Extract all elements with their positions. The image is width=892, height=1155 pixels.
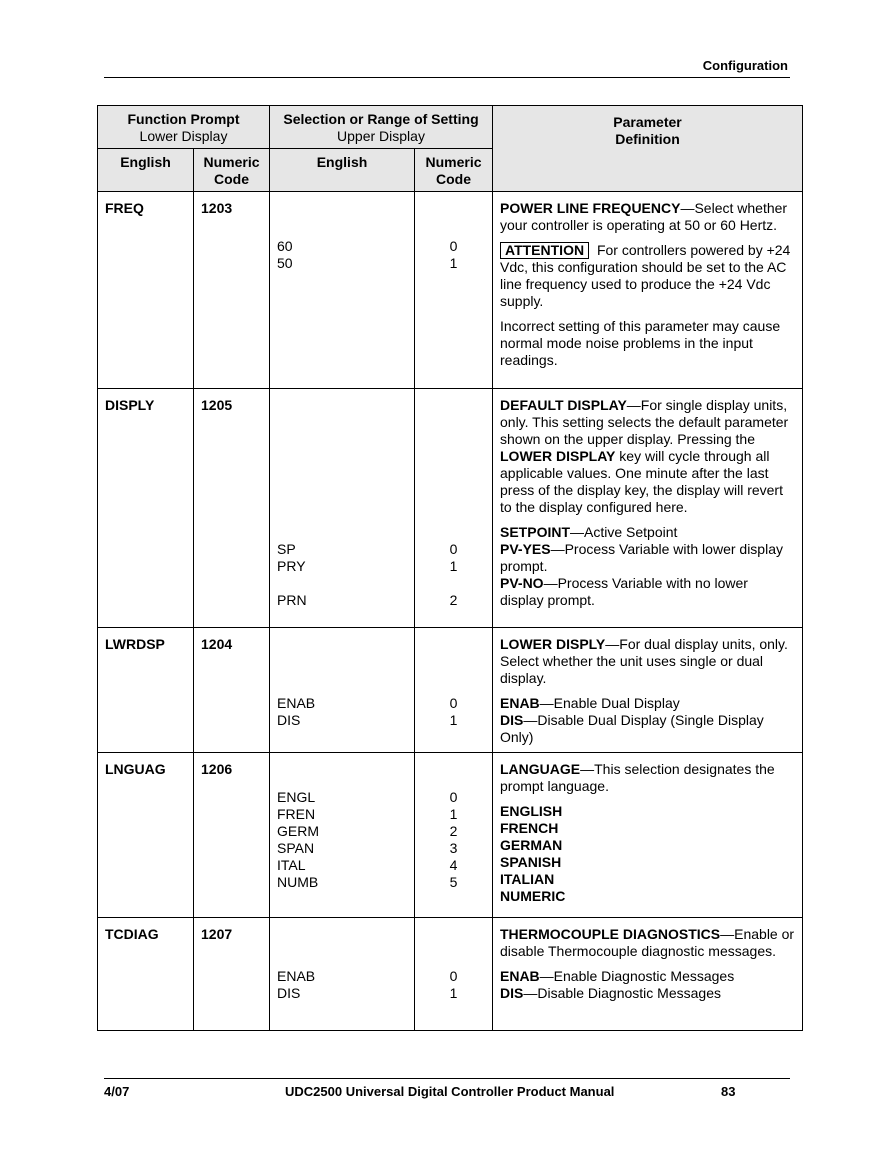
- header-rule: [104, 77, 790, 78]
- english-prompt-header: English: [98, 149, 194, 192]
- english-selection-header: English: [270, 149, 415, 192]
- selection-code: 0 1: [415, 628, 493, 753]
- attention-label: ATTENTION: [500, 242, 589, 259]
- selection-english: ENAB DIS: [270, 918, 415, 1031]
- footer-date: 4/07: [104, 1084, 130, 1099]
- prompt-english: LNGUAG: [98, 753, 194, 918]
- function-prompt-header: Function Prompt Lower Display: [98, 106, 270, 149]
- prompt-code: 1205: [194, 389, 270, 628]
- prompt-code: 1203: [194, 192, 270, 389]
- prompt-english: DISPLY: [98, 389, 194, 628]
- prompt-english: LWRDSP: [98, 628, 194, 753]
- prompt-code: 1204: [194, 628, 270, 753]
- numeric-code-selection-header: Numeric Code: [415, 149, 493, 192]
- footer-title: UDC2500 Universal Digital Controller Product Manual: [285, 1084, 615, 1099]
- selection-english: SP PRY PRN: [270, 389, 415, 628]
- parameter-definition: LOWER DISPLY—For dual display units, only. Select whether the unit uses single or dual display. ENAB—Enable Dual Display DIS—Disable Dual Display (Single Display Only): [493, 628, 803, 753]
- selection-english: 60 50: [270, 192, 415, 389]
- parameter-definition: THERMOCOUPLE DIAGNOSTICS—Enable or disable Thermocouple diagnostic messages. ENAB—Enable Diagnostic Messages DIS—Disable Diagnostic Messages: [493, 918, 803, 1031]
- prompt-code: 1207: [194, 918, 270, 1031]
- page-number: 83: [721, 1084, 736, 1099]
- selection-range-header: Selection or Range of Setting Upper Display: [270, 106, 493, 149]
- table-row: [98, 389, 803, 628]
- selection-code: 0 1 2: [415, 389, 493, 628]
- selection-code: 0 1: [415, 192, 493, 389]
- prompt-english: FREQ: [98, 192, 194, 389]
- prompt-code: 1206: [194, 753, 270, 918]
- parameter-definition: LANGUAGE—This selection designates the prompt language. ENGLISH FRENCH GERMAN SPANISH ITALIAN NUMERIC: [493, 753, 803, 918]
- page-header-title: Configuration: [702, 58, 788, 73]
- parameter-table: [97, 105, 803, 1031]
- selection-english: ENGL FREN GERM SPAN ITAL NUMB: [270, 753, 415, 918]
- numeric-code-prompt-header: Numeric Code: [194, 149, 270, 192]
- table-row: [98, 753, 803, 918]
- selection-english: ENAB DIS: [270, 628, 415, 753]
- table-row: [98, 918, 803, 1031]
- parameter-definition-header: Parameter Definition: [493, 106, 803, 192]
- prompt-english: TCDIAG: [98, 918, 194, 1031]
- selection-code: 0 1: [415, 918, 493, 1031]
- selection-code: 0 1 2 3 4 5: [415, 753, 493, 918]
- footer-rule: [104, 1078, 790, 1079]
- table-row: [98, 192, 803, 389]
- parameter-definition: DEFAULT DISPLAY—For single display units, only. This setting selects the default parameter shown on the upper display. Pressing the LOWER DISPLAY key will cycle through all applicable values. One minute after the last press of the display key, the display will revert to the display configured here. SETPOINT—Active Setpoint PV-YES—Process Variable with lower display prompt. PV-NO—Process Variable with no lower display prompt.: [493, 389, 803, 628]
- table-row: [98, 628, 803, 753]
- parameter-definition: POWER LINE FREQUENCY—Select whether your controller is operating at 50 or 60 Hertz. ATTENTION For controllers powered by +24 Vdc, this configuration should be set to the AC line frequency used to produce the +24 Vdc supply. Incorrect setting of this parameter may cause normal mode noise problems in the input readings.: [493, 192, 803, 389]
